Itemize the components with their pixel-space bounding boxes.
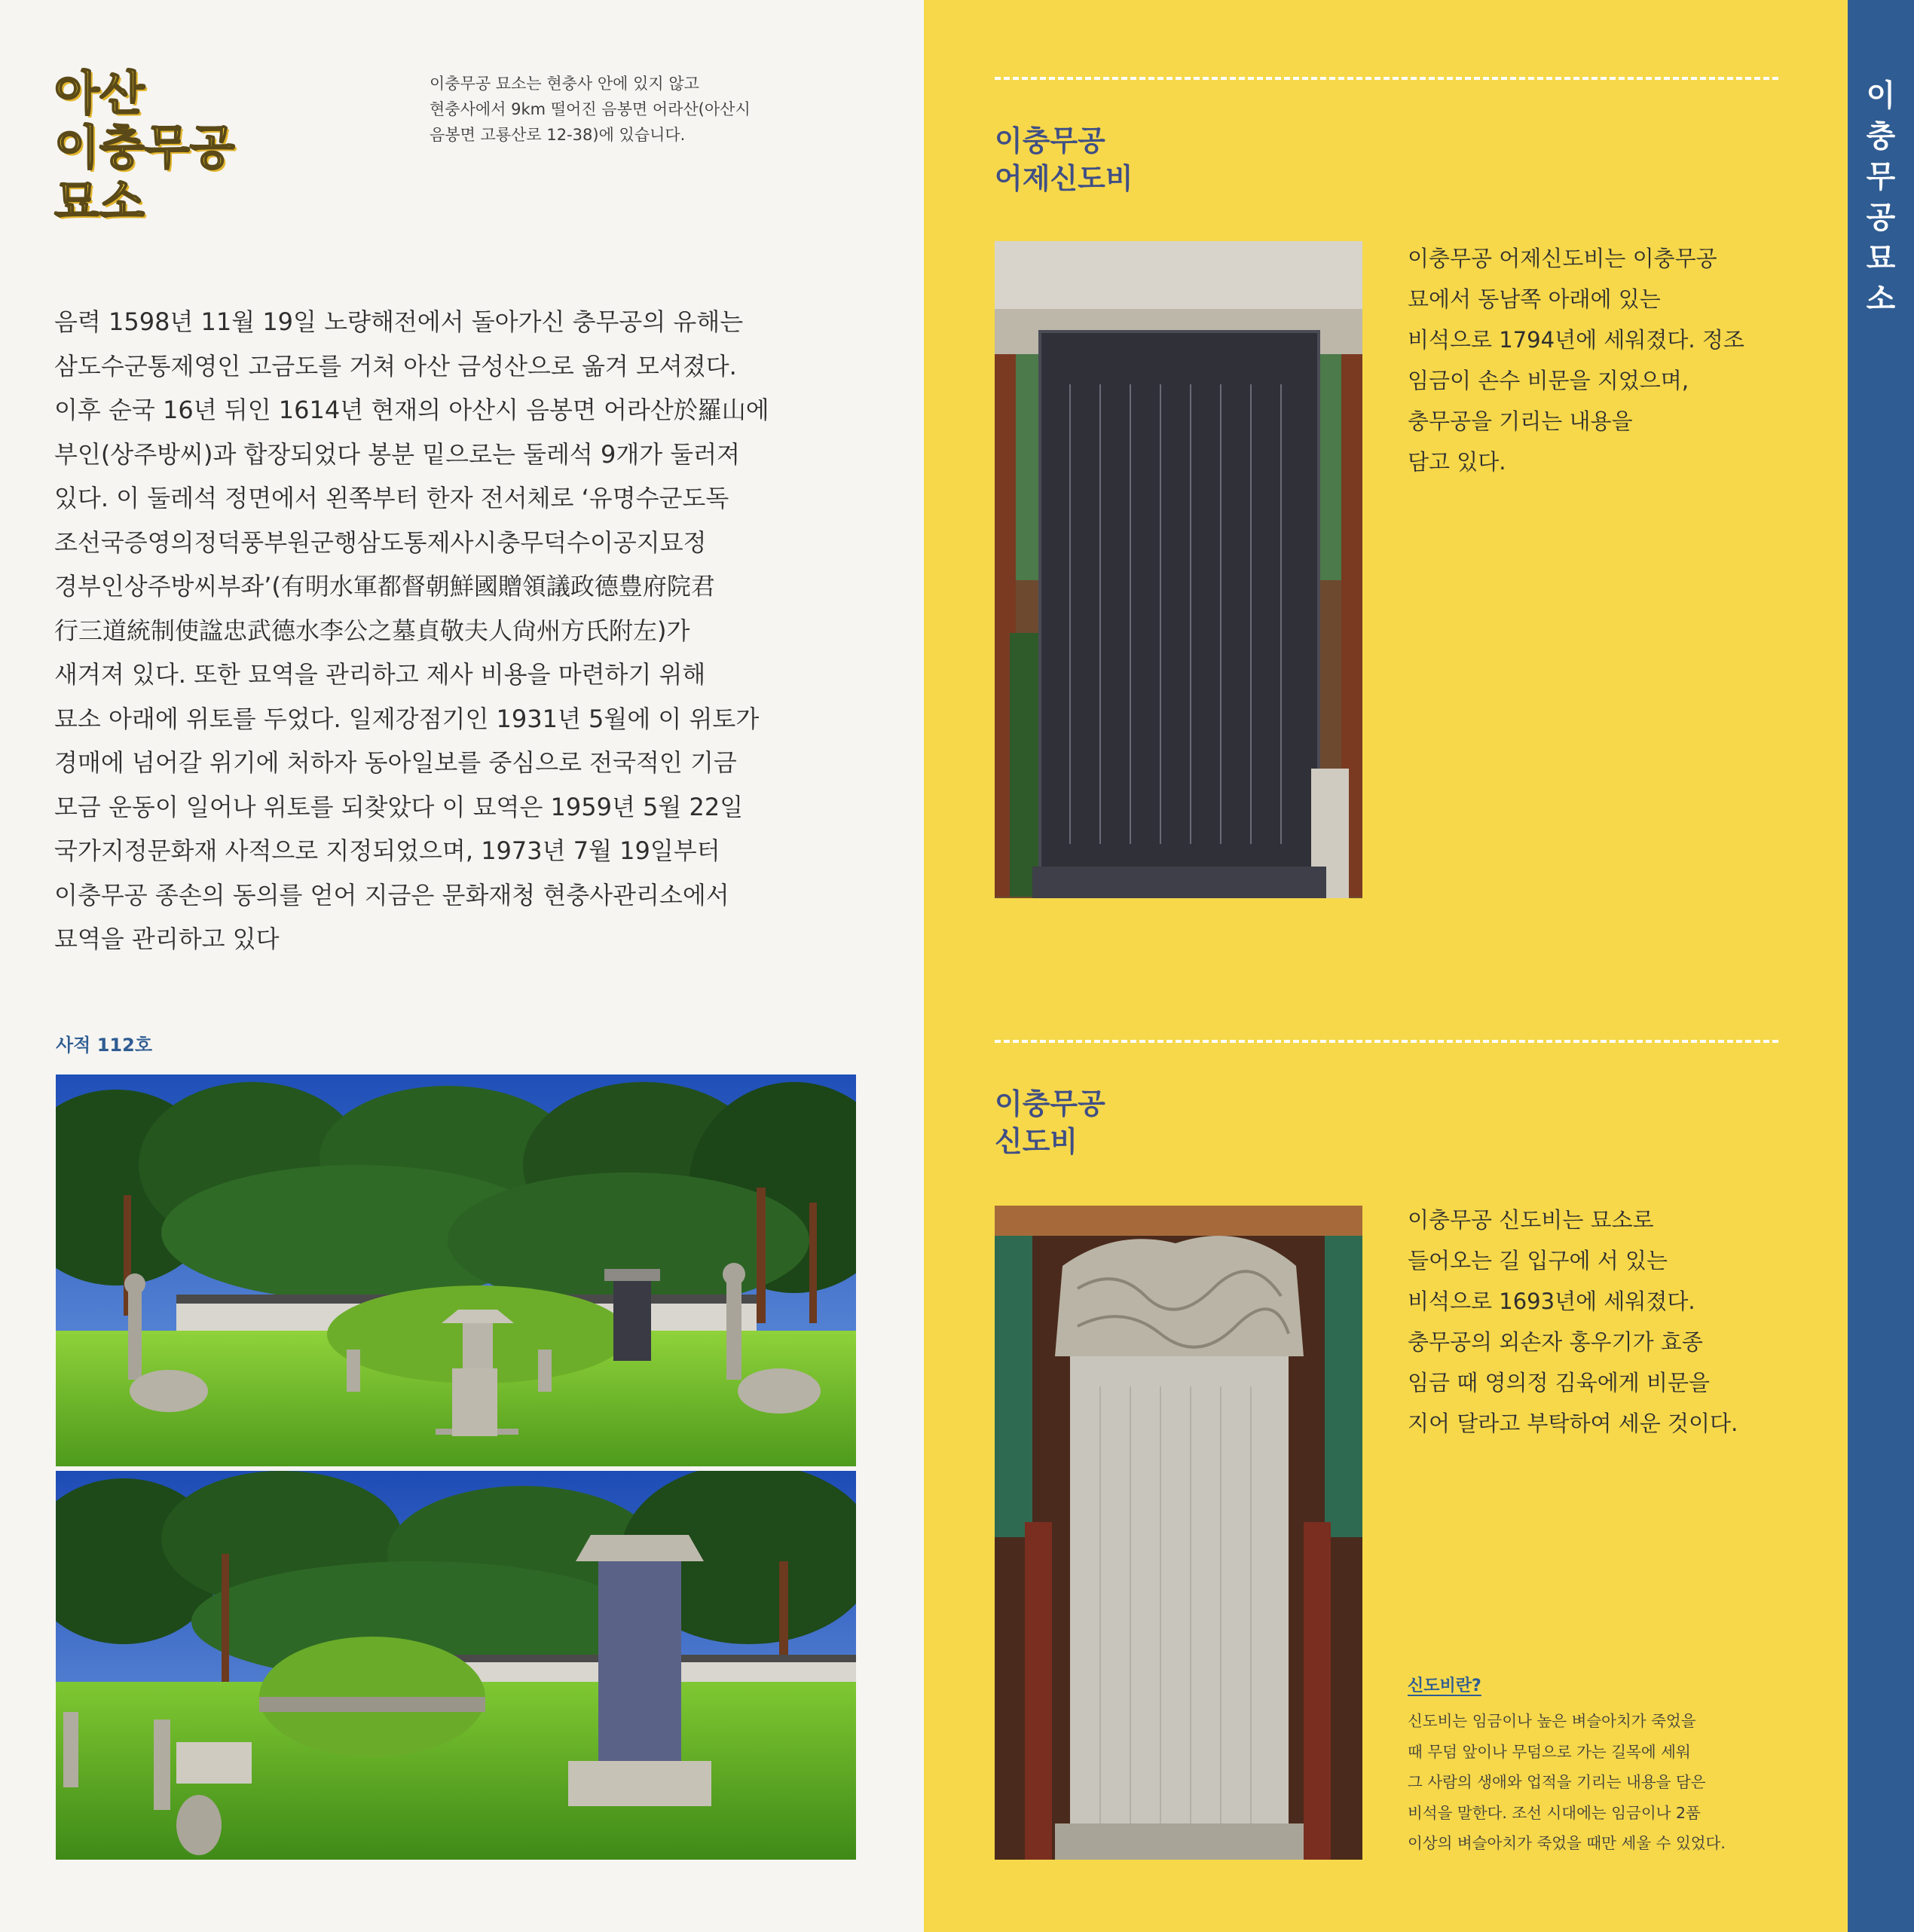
tomb-side-photo [56,1471,856,1860]
location-note: 이충무공 묘소는 현충사 안에 있지 않고 현충사에서 9km 떨어진 음봉면 어라산(아산시 음봉면 고룡산로 12-38)에 있습니다. [430,75,751,144]
sindobi-description: 이충무공 신도비는 묘소로 들어오는 길 입구에 서 있는 비석으로 1693년에 세워졌다. 충무공의 외손자 홍우기가 효종 임금 때 영의정 김육에게 비문을 지어 달라고 부탁하여 세운 것이다. [1408,1207,1738,1436]
side-tab-char: 충 [1866,119,1896,154]
chapter-side-tab-label [1848,75,1914,319]
side-tab-char: 묘 [1866,241,1896,276]
eoje-sindobi-photo [995,241,1362,898]
section-divider-2 [995,1040,1778,1043]
eoje-sindobi-description: 이충무공 어제신도비는 이충무공 묘에서 동남쪽 아래에 있는 비석으로 1794년에 세워졌다. 정조 임금이 손수 비문을 지었으며, 충무공을 기리는 내용을 담고 있다. [1408,246,1744,475]
page-title-line-3: 묘소 [54,174,145,229]
section-title-line: 이충무공 [995,124,1105,157]
page-title-line-2: 이충무공 [54,120,235,175]
side-tab-char: 공 [1866,200,1896,235]
page-title [54,66,235,229]
sindobi-photo [995,1206,1362,1860]
section-title-line: 신도비 [995,1125,1078,1158]
section-title-line: 어제신도비 [995,162,1133,195]
photo-caption: 사적 112호 [56,1035,153,1056]
chapter-side-tab [1848,0,1914,1932]
section-title-line: 이충무공 [995,1087,1105,1120]
section-title-sindobi [995,1085,1105,1160]
article-body: 음력 1598년 11월 19일 노량해전에서 돌아가신 충무공의 유해는 삼도수군통제영인 고금도를 거쳐 아산 금성산으로 옮겨 모셔졌다. 이후 순국 16년 뒤인 1614년 현재의 아산시 음봉면 어라산於羅山에 부인(상주방씨)과 합장되었다 봉분 밑으로는 둘레석 9개가 둘러져 있다. 이 둘레석 정면에서 왼쪽부터 한자 전서체로 ‘유명수군도독 조선국증영의정덕풍부원군행삼도통제사시충무덕수이공지묘정 경부인상주방씨부좌’(有明水軍都督朝鮮國贈領議政德豊府院君 行三道統制使諡忠武德水李公之墓貞敬夫人尙州方氏附左)가 새겨져 있다. 또한 묘역을 관리하고 제사 비용을 마련하기 위해 묘소 아래에 위토를 두었다. 일제강점기인 1931년 5월에 이 위토가 경매에 넘어갈 위기에 처하자 동아일보를 중심으로 전국적인 기금 모금 운동이 일어나 위토를 되찾았다 이 묘역은 1959년 5월 22일 국가지정문화재 사적으로 지정되었으며, 1973년 7월 19일부터 이충무공 종손의 동의를 얻어 지금은 문화재청 현충사관리소에서 묘역을 관리하고 있다 [54,307,769,953]
tomb-front-photo [56,1075,856,1466]
section-title-eoje-sindobi [995,122,1133,197]
page-title-line-1: 아산 [54,66,145,121]
side-tab-char: 무 [1866,160,1896,194]
left-page [0,0,924,1932]
section-divider-1 [995,77,1778,80]
side-tab-char: 소 [1866,282,1896,316]
tip-body: 신도비는 임금이나 높은 벼슬아치가 죽었을 때 무덤 앞이나 무덤으로 가는 길목에 세워 그 사람의 생애와 업적을 기리는 내용을 담은 비석을 말한다. 조선 시대에는 임금이나 2품 이상의 벼슬아치가 죽었을 때만 세울 수 있었다. [1408,1712,1726,1852]
tip-title: 신도비란? [1408,1677,1481,1695]
side-tab-char: 이 [1866,78,1896,113]
